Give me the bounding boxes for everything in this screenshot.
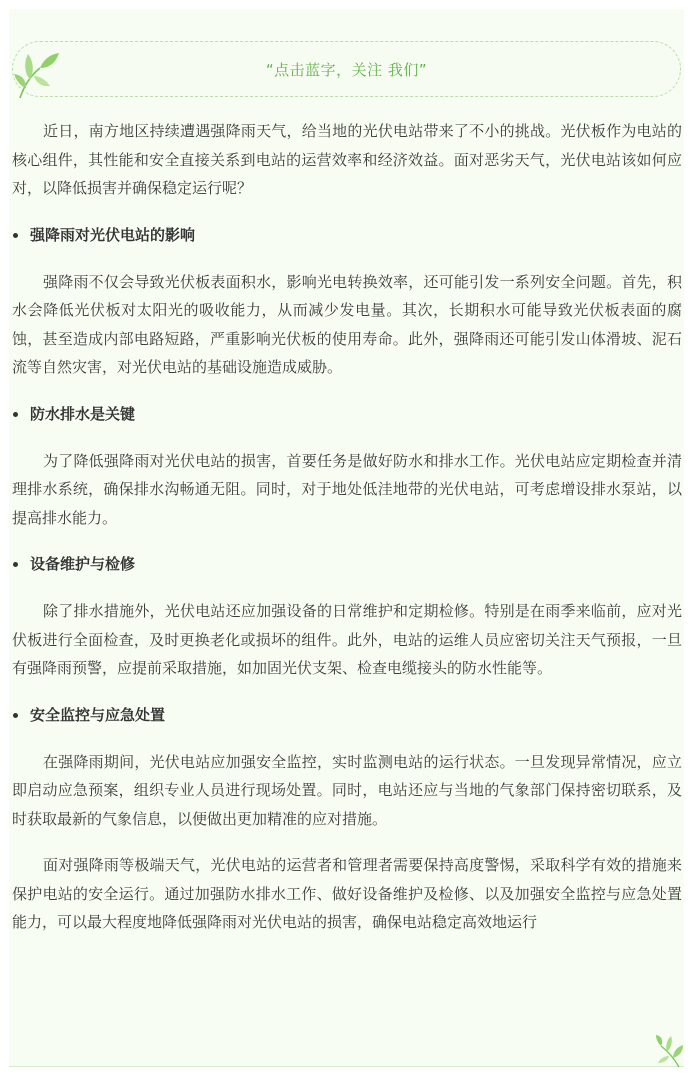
card-bottom-divider — [9, 1066, 684, 1067]
conclusion-paragraph: 面对强降雨等极端天气，光伏电站的运营者和管理者需要保持高度警惕，采取科学有效的措施来保护电站的安全运行。通过加强防水排水工作、做好设备维护及检修、以及加强安全监控与应急处置能力，可以最大程度地降低强降雨对光伏电站的损害，确保电站稳定高效地运行 — [12, 856, 682, 931]
section-paragraph: 强降雨不仅会导致光伏板表面积水，影响光电转换效率，还可能引发一系列安全问题。首先，积水会降低光伏板对太阳光的吸收能力，从而减少发电量。其次，长期积水可能导致光伏板表面的腐蚀，甚至造成内部电路短路，严重影响光伏板的使用寿命。此外，强降雨还可能引发山体滑坡、泥石流等自然灾害，对光伏电站的基础设施造成威胁。 — [12, 272, 682, 376]
section-paragraph: 除了排水措施外，光伏电站还应加强设备的日常维护和定期检修。特别是在雨季来临前，应对光伏板进行全面检查，及时更换老化或损坏的组件。此外，电站的运维人员应密切关注天气预报，一旦有强降雨预警，应提前采取措施，如加固光伏支架、检查电缆接头的防水性能等。 — [12, 602, 682, 677]
bullet-icon — [13, 562, 18, 567]
section-heading: 防水排水是关键 — [12, 400, 682, 428]
intro-paragraph: 近日，南方地区持续遭遇强降雨天气，给当地的光伏电站带来了不小的挑战。光伏板作为电站的核心组件，其性能和安全直接关系到电站的运营效率和经济效益。面对恶劣天气，光伏电站该如何应对，以降低损害并确保稳定运行呢？ — [12, 122, 682, 197]
section-heading: 安全监控与应急处置 — [12, 701, 682, 729]
follow-banner[interactable] — [12, 41, 681, 97]
section-heading: 强降雨对光伏电站的影响 — [12, 221, 682, 249]
sprout-leaf-icon — [14, 50, 62, 100]
article-body — [12, 117, 682, 937]
bullet-icon — [13, 713, 18, 718]
section-heading: 设备维护与检修 — [12, 550, 682, 578]
bullet-icon — [13, 412, 18, 417]
sprout-leaf-icon — [655, 1034, 685, 1068]
bullet-icon — [13, 233, 18, 238]
section-paragraph: 为了降低强降雨对光伏电站的损害，首要任务是做好防水和排水工作。光伏电站应定期检查并清理排水系统，确保排水沟畅通无阻。同时，对于地处低洼地带的光伏电站，可考虑增设排水泵站，以提高排水能力。 — [12, 451, 682, 527]
section-paragraph: 在强降雨期间，光伏电站应加强安全监控，实时监测电站的运行状态。一旦发现异常情况，应立即启动应急预案，组织专业人员进行现场处置。同时，电站还应与当地的气象部门保持密切联系，及时获取最新的气象信息，以便做出更加精准的应对措施。 — [12, 752, 682, 828]
follow-banner-text[interactable]: “点击蓝字，关注 我们” — [265, 60, 428, 79]
